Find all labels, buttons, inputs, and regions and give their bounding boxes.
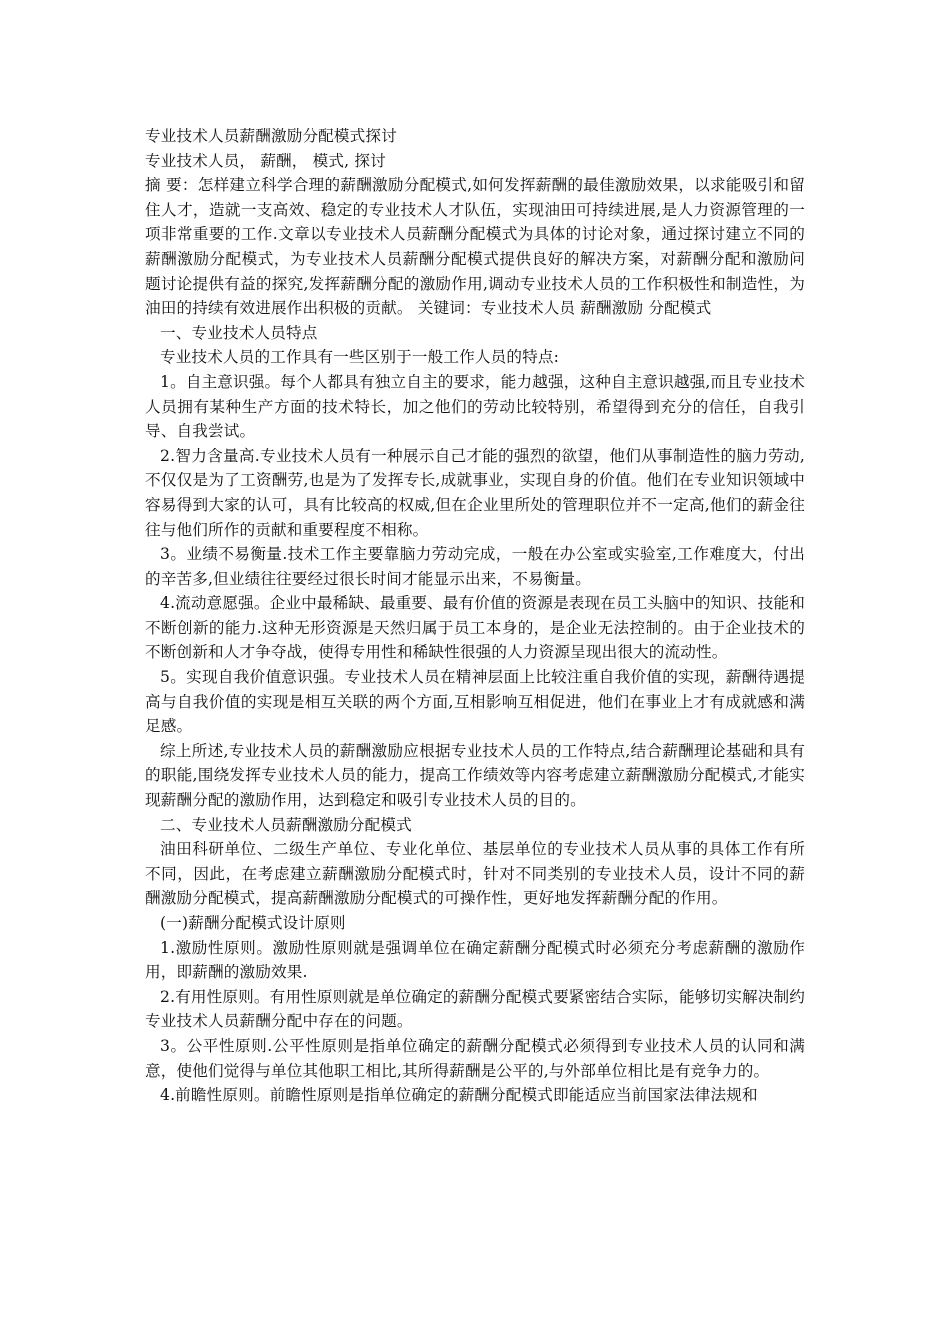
principle-2-paragraph: 2.有用性原则。有用性原则就是单位确定的薪酬分配模式要紧密结合实际，能够切实解决制约专业技术人员薪酬分配中存在的问题。: [145, 987, 805, 1031]
point-3-paragraph: 3。业绩不易衡量.技术工作主要靠脑力劳动完成，一般在办公室或实验室,工作难度大，付出的辛苦多,但业绩往往要经过很长时间才能显示出来，不易衡量。: [145, 545, 805, 588]
section-2-intro: 油田科研单位、二级生产单位、专业化单位、基层单位的专业技术人员从事的具体工作有所不同，因此，在考虑建立薪酬激励分配模式时，针对不同类别的专业技术人员，设计不同的薪酬激励分配模式，提高薪酬激励分配模式的可操作性，更好地发挥薪酬分配的作用。: [145, 840, 805, 908]
document-body: [145, 124, 805, 1108]
summary-paragraph: 综上所述,专业技术人员的薪酬激励应根据专业技术人员的工作特点,结合薪酬理论基础和具有的职能,围绕发挥专业技术人员的能力，提高工作绩效等内容考虑建立薪酬激励分配模式,才能实现薪酬分配的激励作用，达到稳定和吸引专业技术人员的目的。: [145, 741, 805, 810]
section-1-intro: 专业技术人员的工作具有一些区别于一般工作人员的特点:: [160, 348, 559, 367]
point-1-paragraph: 1。自主意识强。每个人都具有独立自主的要求，能力越强，这种自主意识越强,而且专业技术人员拥有某种生产方面的技术特长，加之他们的劳动比较特别，希望得到充分的信任，自我引导、自我尝试。: [145, 372, 805, 441]
principle-1-paragraph: 1.激励性原则。激励性原则就是强调单位在确定薪酬分配模式时必须充分考虑薪酬的激励作用，即薪酬的激励效果.: [145, 938, 805, 982]
document-title: 专业技术人员薪酬激励分配模式探讨: [145, 127, 397, 145]
principle-4-paragraph: 4.前瞻性原则。前瞻性原则是指单位确定的薪酬分配模式即能适应当前国家法律法规和: [160, 1086, 758, 1105]
subsection-heading-1: (一)薪酬分配模式设计原则: [160, 914, 346, 932]
keywords-line: 专业技术人员， 薪酬， 模式, 探讨: [145, 151, 386, 170]
section-heading-2: 二、专业技术人员薪酬激励分配模式: [160, 815, 412, 834]
point-5-paragraph: 5。实现自我价值意识强。专业技术人员在精神层面上比较注重自我价值的实现，薪酬待遇提高与自我价值的实现是相互关联的两个方面,互相影响互相促进，他们在事业上才有成就感和满足感。: [145, 668, 805, 736]
point-2-paragraph: 2.智力含量高.专业技术人员有一种展示自己才能的强烈的欲望，他们从事制造性的脑力劳动,不仅仅是为了工资酬劳,也是为了发挥专长,成就事业，实现自身的价值。他们在专业知识领域中容易得到大家的认可，具有比较高的权威,但在企业里所处的管理职位并不一定高,他们的薪金往往与他们所作的贡献和重要程度不相称。: [145, 446, 805, 539]
principle-3-paragraph: 3。公平性原则.公平性原则是指单位确定的薪酬分配模式必须得到专业技术人员的认同和满意，使他们觉得与单位其他职工相比,其所得薪酬是公平的,与外部单位相比是有竞争力的。: [145, 1036, 805, 1080]
section-heading-1: 一、专业技术人员特点: [160, 323, 318, 342]
point-4-paragraph: 4.流动意愿强。企业中最稀缺、最重要、最有价值的资源是表现在员工头脑中的知识、技能和不断创新的能力.这种无形资源是天然归属于员工本身的，是企业无法控制的。由于企业技术的不断创新和人才争夺战，使得专用性和稀缺性很强的人力资源呈现出很大的流动性。: [145, 594, 805, 662]
abstract-paragraph: 摘 要：怎样建立科学合理的薪酬激励分配模式,如何发挥薪酬的最佳激励效果，以求能吸引和留住人才，造就一支高效、稳定的专业技术人才队伍，实现油田可持续进展,是人力资源管理的一项非常重要的工作.文章以专业技术人员薪酬分配模式为具体的讨论对象，通过探讨建立不同的薪酬激励分配模式，为专业技术人员薪酬分配模式提供良好的解决方案，对薪酬分配和激励问题讨论提供有益的探究,发挥薪酬分配的激励作用,调动专业技术人员的工作积极性和制造性，为油田的持续有效进展作出积极的贡献。 关键词：专业技术人员 薪酬激励 分配模式: [145, 176, 805, 318]
